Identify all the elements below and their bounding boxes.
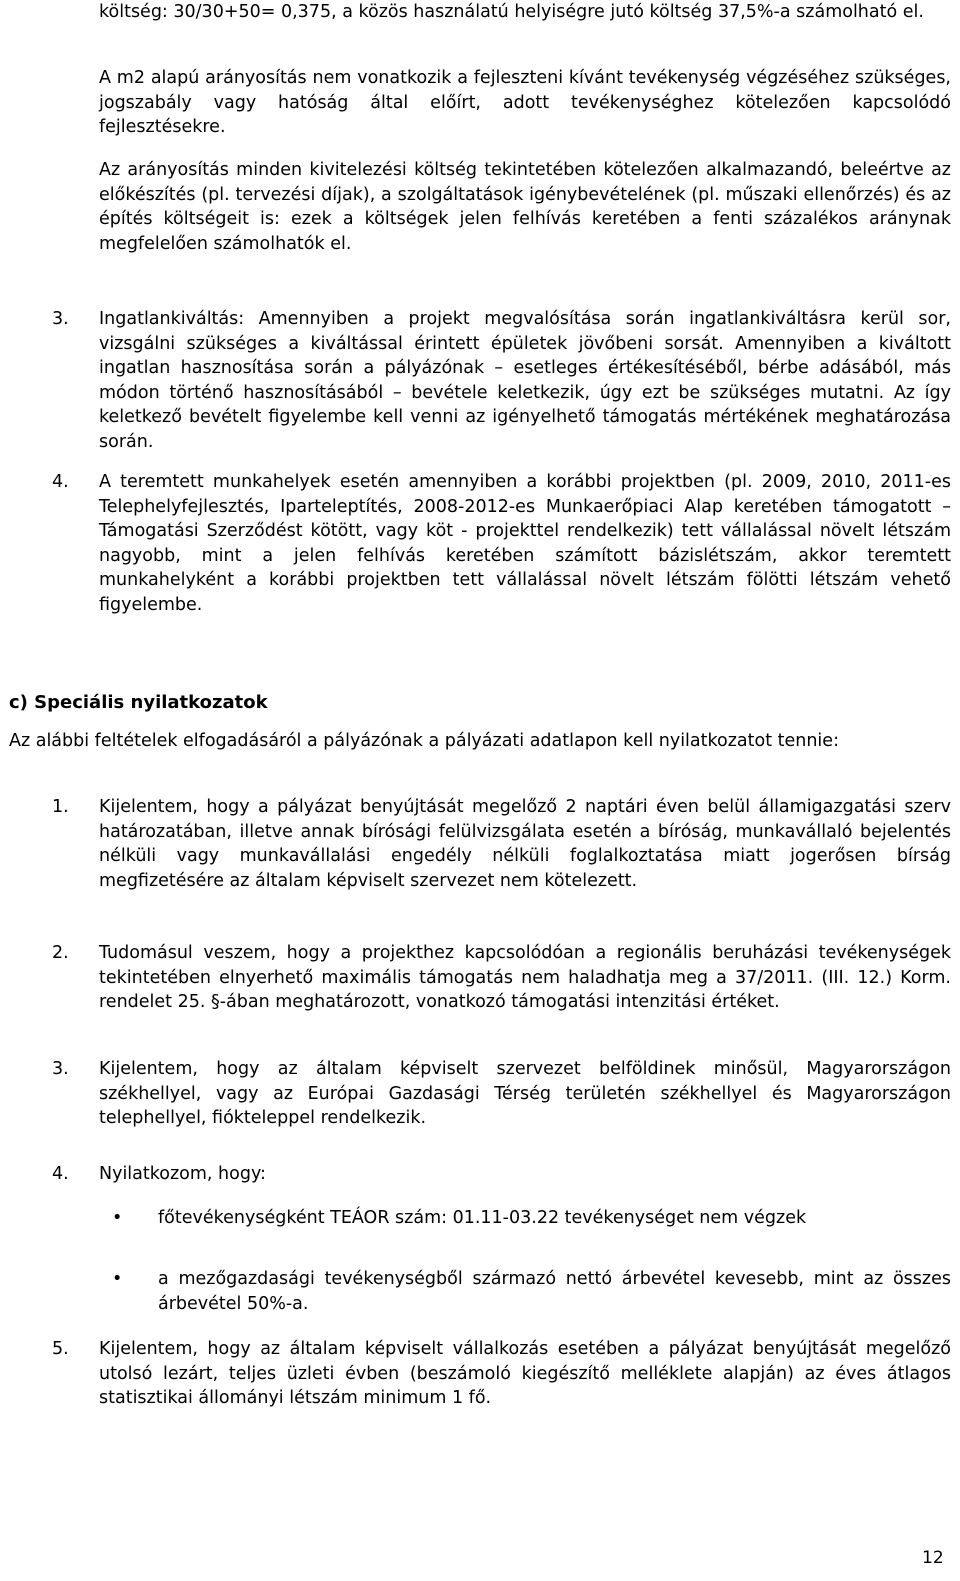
section-intro: Az alábbi feltételek elfogadásáról a pályázónak a pályázati adatlapon kell nyilatkozatot tennie: [9,731,839,751]
list-number: 1. [52,797,69,817]
section-heading: c) Speciális nyilatkozatok [9,692,268,713]
list-number: 2. [52,943,69,963]
declaration-text: Kijelentem, hogy az általam képviselt szervezet belföldinek minősül, Magyarországon székhellyel, vagy az Európai Gazdasági Térség területén székhellyel és Magyarországon telephellyel, fiókteleppel rendelkezik. [99,1059,951,1128]
bullet-icon: • [112,1208,123,1228]
declaration-text: Kijelentem, hogy az általam képviselt vállalkozás esetében a pályázat benyújtását megelőző utolsó lezárt, teljes üzleti évben (beszámoló kiegészítő melléklete alapján) az éves átlagos statisztikai állományi létszám minimum 1 fő. [99,1339,951,1408]
bullet-icon: • [112,1269,123,1289]
intro-paragraph-proportion: Az arányosítás minden kivitelezési költség tekintetében kötelezően alkalmazandó, beleértve az előkészítés (pl. tervezési díjak), a szolgáltatások igénybevételének (pl. műszaki ellenőrzés) és az építés költségeit is: ezek a költségek jelen felhívás keretében a fenti százalékos aránynak megfelelően számolhatók el. [99,160,951,254]
intro-paragraph-m2: A m2 alapú arányosítás nem vonatkozik a fejleszteni kívánt tevékenység végzéséhez szükséges, jogszabály vagy hatóság által előírt, adott tevékenységhez kötelezően kapcsolódó fejlesztésekre. [99,68,951,137]
declaration-text: Nyilatkozom, hogy: [99,1164,266,1184]
bullet-text: főtevékenységként TEÁOR szám: 01.11-03.22 tevékenységet nem végzek [158,1208,807,1228]
intro-paragraph-cost: költség: 30/30+50= 0,375, a közös használatú helyiségre jutó költség 37,5%-a számolható el. [99,2,924,22]
page-number: 12 [922,1548,944,1568]
declaration-text: Kijelentem, hogy a pályázat benyújtását megelőző 2 naptári éven belül államigazgatási szerv határozatában, illetve annak bírósági felülvizsgálata esetén a bíróság, munkavállaló bejelentés nélküli vagy munkavállalási engedély nélküli foglalkoztatása miatt jogerősen bírság megfizetésére az általam képviselt szervezet nem kötelezett. [99,797,951,891]
list-item-text: A teremtett munkahelyek esetén amennyiben a korábbi projektben (pl. 2009, 2010, 2011-es Telephelyfejlesztés, Iparteleptítés, 2008-2012-es Munkaerőpiaci Alap keretében támogatott – Támogatási Szerződést kötött, vagy köt - projekttel rendelkezik) tett vállalással növelt létszám nagyobb, mint a jelen felhívás keretében számított bázislétszám, akkor teremtett munkahelyként a korábbi projektben tett vállalással növelt létszám fölötti létszám vehető figyelembe. [99,472,951,615]
list-item-text: Ingatlankiváltás: Amennyiben a projekt megvalósítása során ingatlankiváltásra kerül sor, vizsgálni szükséges a kiváltással érintett épületek jövőbeni sorsát. Amennyiben a kiváltott ingatlan hasznosítása során a pályázónak – esetleges értékesítéséből, bérbe adásából, más módon történő hasznosításából – bevétele keletkezik, úgy ezt be szükséges mutatni. Az így keletkező bevételt figyelembe kell venni az igényelhető támogatás mértékének meghatározása során. [99,309,951,452]
bullet-text: a mezőgazdasági tevékenységből származó nettó árbevétel kevesebb, mint az összes árbevétel 50%-a. [158,1269,951,1314]
list-number: 4. [52,472,69,492]
list-number: 3. [52,1059,69,1079]
declaration-text: Tudomásul veszem, hogy a projekthez kapcsolódóan a regionális beruházási tevékenységek tekintetében elnyerhető maximális támogatás nem haladhatja meg a 37/2011. (III. 12.) Korm. rendelet 25. §-ában meghatározott, vonatkozó támogatási intenzitási értéket. [99,943,951,1012]
list-number: 4. [52,1164,69,1184]
list-number: 5. [52,1339,69,1359]
list-number: 3. [52,309,69,329]
